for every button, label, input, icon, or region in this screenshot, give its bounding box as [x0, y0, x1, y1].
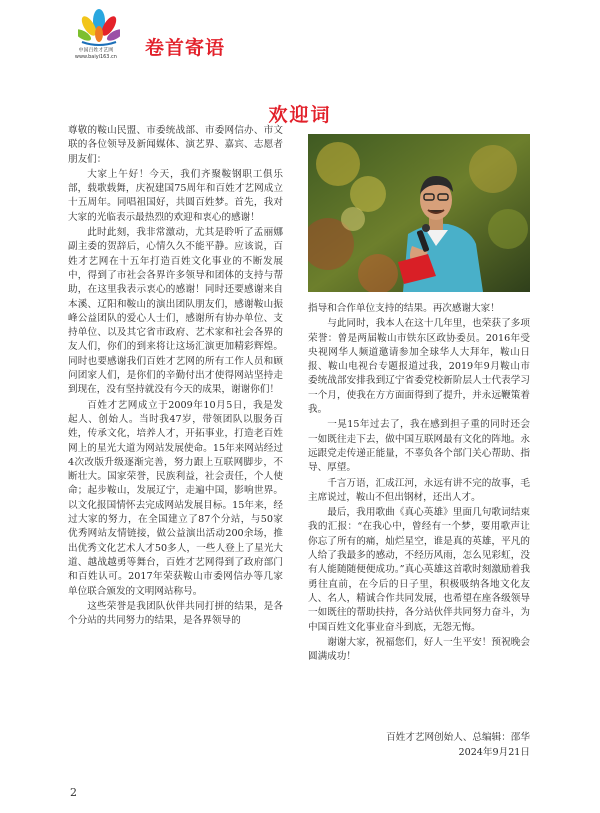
paragraph-1: 大家上午好！今天，我们齐聚鞍钢职工俱乐部，载歌载舞，庆祝建国75周年和百姓才艺网成立十五周年。同唱祖国好，共圆百姓梦。首先，我对大家的光临表示最热烈的欢迎和衷心的感谢！	[68, 168, 283, 223]
article-right-column	[308, 302, 530, 664]
signature-role: 百姓才艺网创始人、总编辑：邵华	[386, 732, 530, 743]
site-logo	[68, 8, 130, 66]
signature-date: 2024年9月21日	[458, 747, 530, 758]
logo-name: 中国百姓才艺网	[78, 48, 114, 54]
paragraph-2: 此时此刻，我非常激动，尤其是聆听了孟丽娜副主委的贺辞后，心情久久不能平静。应该说，百姓才艺网在十五年打造百姓文化事业的不断发展中，得到了市社会各界许多领导和团体的支持与帮助，在这里我表示衷心的感谢！同时还要感谢来自本溪、辽阳和鞍山的演出团队朋友们，感谢鞍山振峰公益团队的爱心人士们，感谢所有协办单位、支持单位、以及其它省市政府、艺术家和社会各界的友人们，你们的到来将让这场汇演更加精彩辉煌。同时也要感谢我们百姓才艺网的所有工作人员和顾问团家人们，是你们的辛勤付出才使得网站坚持走到现在，没有坚持就没有今天的成果，谢谢你们！	[68, 227, 283, 396]
article-title: 欢迎词	[268, 104, 332, 126]
paragraph-4-start: 这些荣誉是我团队伙伴共同打拼的结果，是各个分站的共同努力的结果，是各界领导的	[68, 600, 283, 627]
paragraph-4-end: 指导和合作单位支持的结果。再次感谢大家！	[308, 303, 500, 314]
page-number: 2	[70, 786, 77, 799]
paragraph-5: 与此同时，我本人在这十几年里，也荣获了多项荣誉：曾是两届鞍山市铁东区政协委员。2016年受央视网华人频道邀请参加全球华人大拜年，鞍山日报、鞍山电视台专题报道过我，2019年9月鞍山市委统战部安排我到辽宁省委党校新阶层人士代表学习一个月，使我在方方面面得到了提升，并永远鞭策着我。	[308, 318, 530, 416]
page-header	[0, 0, 600, 70]
logo-caption	[68, 48, 124, 61]
salutation: 尊敬的鞍山民盟、市委统战部、市委网信办、市文联的各位领导及新闻媒体、演艺界、嘉宾、志愿者朋友们：	[68, 125, 283, 165]
paragraph-7: 千言万语，汇成江河，永远有讲不完的故事，毛主席说过，鞍山不但出钢材，还出人才。	[308, 477, 530, 503]
logo-url: www.baiyi163.cn	[74, 54, 117, 60]
paragraph-9: 谢谢大家，祝福您们，好人一生平安！预祝晚会圆满成功！	[308, 636, 530, 663]
section-title: 卷首寄语	[145, 37, 226, 59]
paragraph-3: 百姓才艺网成立于2009年10月5日，我是发起人、创始人。当时我47岁，带领团队以服务百姓，传承文化，培养人才，开拓事业，打造老百姓网上的星光大道为网站发展使命。15年来网站经过4次改版升级逐渐完善，努力跟上互联网脚步，不断壮大。国家荣誉，民族利益，社会责任，个人使命；起步鞍山，发展辽宁，走遍中国，影响世界。以文化报国情怀去完成网站发展目标。15年来，经过大家的努力，在全国建立了87个分站，与50家优秀网站友情链接，做公益演出活动200余场，推出优秀文化艺术人才50多人，一些人登上了星光大道、越战越勇等舞台，百姓才艺网得到了政府部门和百姓认可。2017年荣获鞍山市委网信办等几家单位联合颁发的文明网站称号。	[68, 399, 283, 597]
signature-block	[308, 730, 530, 760]
paragraph-6: 一晃15年过去了，我在感到担子重的同时还会一如既往走下去，做中国互联网最有文化的阵地。永远跟党走传递正能量，不辜负各个部门关心帮助、指导、厚望。	[308, 419, 530, 474]
logo-petals-icon	[78, 8, 120, 48]
speaker-photo	[308, 134, 530, 292]
article-left-column	[68, 124, 283, 628]
paragraph-8: 最后，我用歌曲《真心英雄》里面几句歌词结束我的汇报：“在我心中，曾经有一个梦，要用歌声让你忘了所有的痛，灿烂星空，谁是真的英雄，平凡的人给了我最多的感动，不经历风雨，怎么见彩虹，没有人能随随便便成功。”真心英雄这首歌时刻激励着我勇往直前，在今后的日子里，积极吸纳各地文化友人、名人，精诚合作共同发展，也希望在座各级领导一如既往的帮助扶持，各分站伙伴共同努力奋斗，为中国百姓文化事业奋斗到底，无怨无悔。	[308, 507, 530, 633]
